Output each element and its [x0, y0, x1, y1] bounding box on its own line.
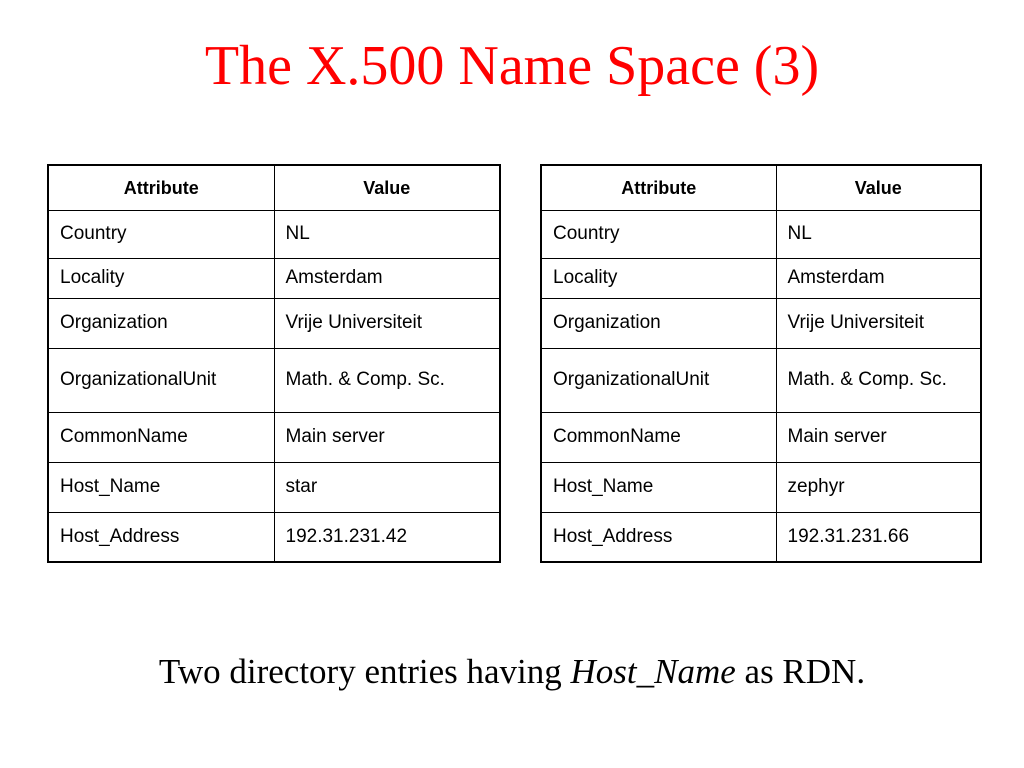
table-row [541, 512, 981, 562]
table-row [541, 258, 981, 298]
caption-prefix: Two directory entries having [158, 652, 571, 691]
caption-emphasis: Host_Name [570, 652, 736, 691]
attribute-cell: Organization [541, 298, 776, 348]
left-directory-entry-table [47, 164, 501, 563]
table-row [48, 348, 500, 412]
table-row [48, 512, 500, 562]
attribute-cell: Organization [48, 298, 274, 348]
table-row [48, 412, 500, 462]
value-cell: Math. & Comp. Sc. [776, 348, 981, 412]
value-cell: Vrije Universiteit [776, 298, 981, 348]
caption-suffix: as RDN. [735, 652, 866, 691]
value-cell: Vrije Universiteit [274, 298, 500, 348]
right-directory-entry-table [540, 164, 982, 563]
attribute-cell: Locality [48, 258, 274, 298]
attribute-cell: Country [48, 210, 274, 258]
value-cell: NL [274, 210, 500, 258]
attribute-cell: Locality [541, 258, 776, 298]
table-header-row [541, 165, 981, 210]
value-cell: Main server [776, 412, 981, 462]
attribute-cell: OrganizationalUnit [541, 348, 776, 412]
attribute-cell: CommonName [48, 412, 274, 462]
value-cell: NL [776, 210, 981, 258]
table-row [48, 210, 500, 258]
table-row [48, 298, 500, 348]
value-column-header: Value [274, 165, 500, 210]
value-cell: 192.31.231.42 [274, 512, 500, 562]
table-row [541, 298, 981, 348]
slide-title: The X.500 Name Space (3) [204, 35, 820, 97]
attribute-cell: Host_Address [541, 512, 776, 562]
value-cell: Main server [274, 412, 500, 462]
value-cell: 192.31.231.66 [776, 512, 981, 562]
value-column-header: Value [776, 165, 981, 210]
table-row [541, 210, 981, 258]
attribute-cell: Country [541, 210, 776, 258]
attribute-cell: OrganizationalUnit [48, 348, 274, 412]
slide-caption [0, 648, 1024, 696]
value-cell: star [274, 462, 500, 512]
table-row [541, 412, 981, 462]
table-row [541, 462, 981, 512]
attribute-cell: CommonName [541, 412, 776, 462]
value-cell: Amsterdam [776, 258, 981, 298]
attribute-cell: Host_Address [48, 512, 274, 562]
attribute-cell: Host_Name [541, 462, 776, 512]
value-cell: Math. & Comp. Sc. [274, 348, 500, 412]
value-cell: zephyr [776, 462, 981, 512]
value-cell: Amsterdam [274, 258, 500, 298]
table-header-row [48, 165, 500, 210]
table-row [48, 462, 500, 512]
attribute-column-header: Attribute [541, 165, 776, 210]
attribute-column-header: Attribute [48, 165, 274, 210]
table-row [48, 258, 500, 298]
table-row [541, 348, 981, 412]
attribute-cell: Host_Name [48, 462, 274, 512]
